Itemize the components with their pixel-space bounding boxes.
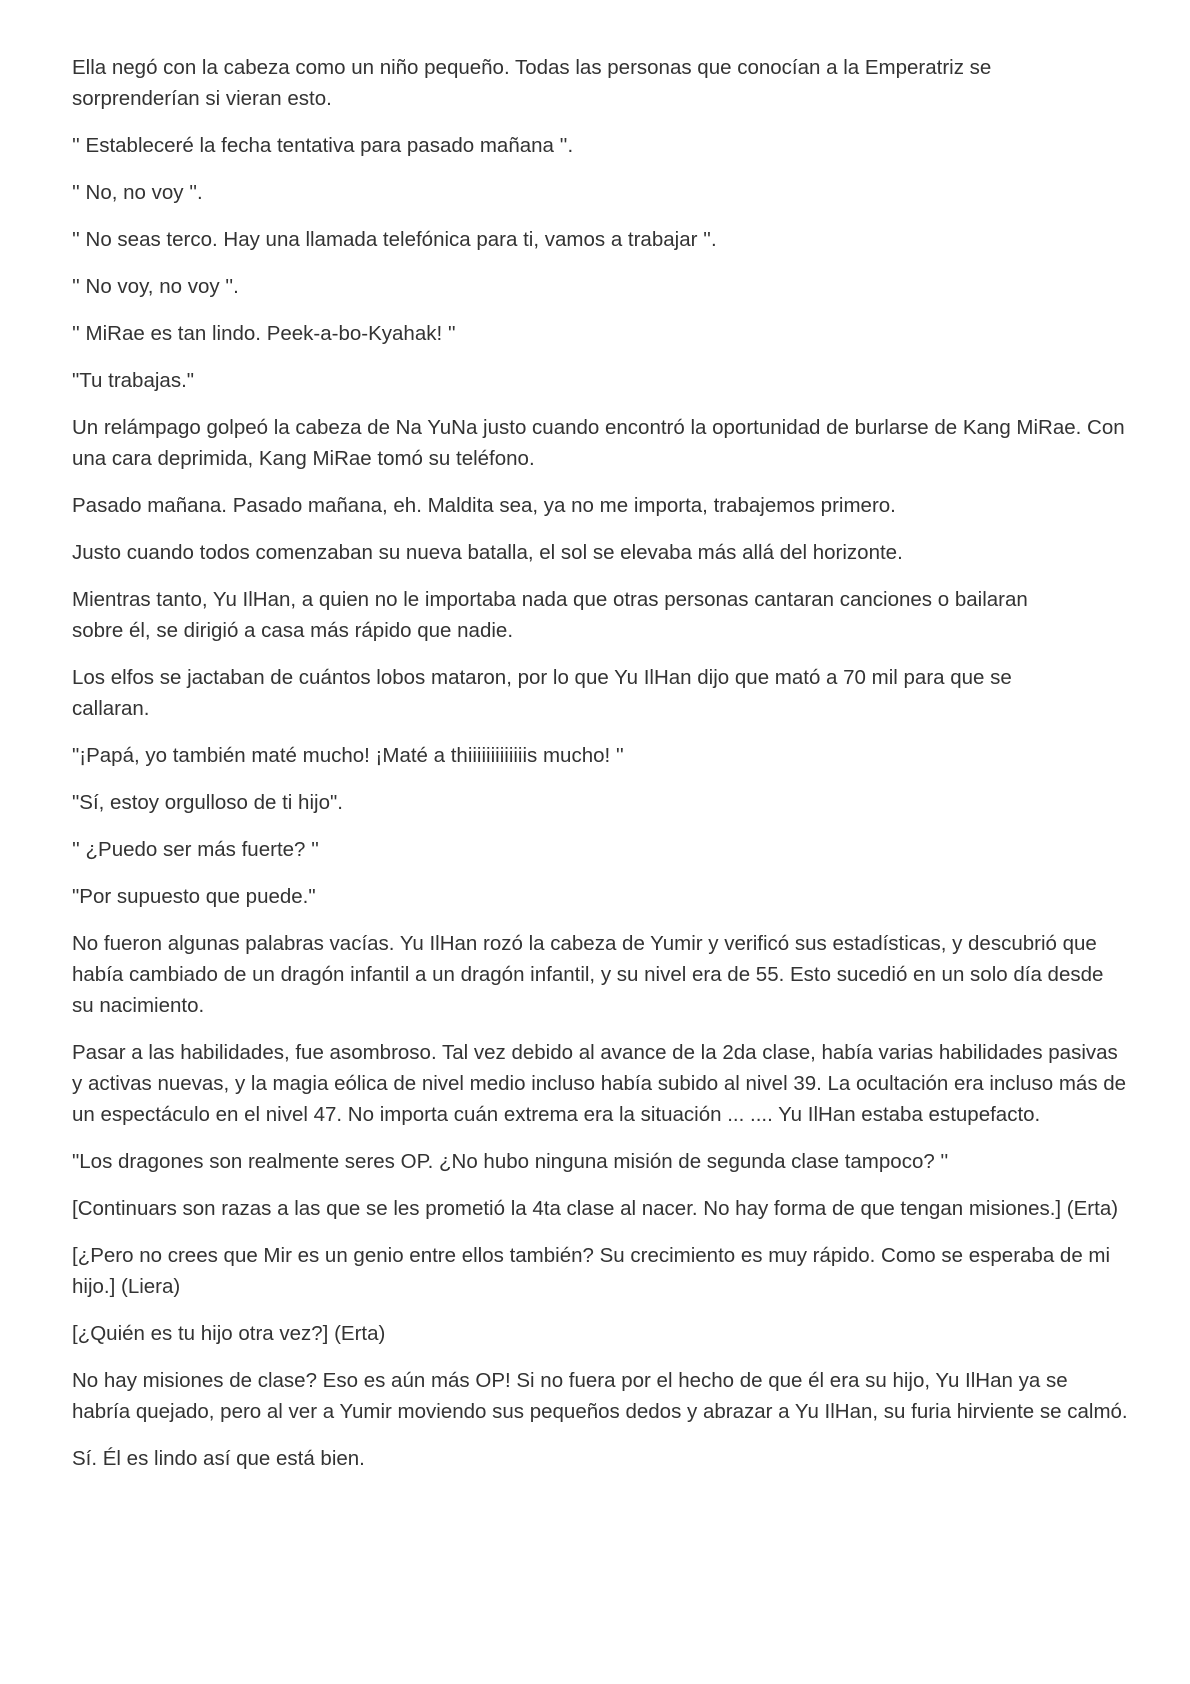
paragraph: Justo cuando todos comenzaban su nueva batalla, el sol se elevaba más allá del horizonte.	[72, 541, 903, 564]
paragraph: [¿Quién es tu hijo otra vez?] (Erta)	[72, 1322, 386, 1345]
paragraph: '' No seas terco. Hay una llamada telefónica para ti, vamos a trabajar ''.	[72, 228, 717, 251]
paragraph: '' No, no voy ''.	[72, 181, 203, 204]
paragraph: '' ¿Puedo ser más fuerte? ''	[72, 838, 319, 861]
paragraph: "¡Papá, yo también maté mucho! ¡Maté a thiiiiiiiiiiiiis mucho! ''	[72, 744, 624, 767]
paragraph: "Los dragones son realmente seres OP. ¿No hubo ninguna misión de segunda clase tampoco? ''	[72, 1150, 949, 1173]
paragraph: [Continuars son razas a las que se les prometió la 4ta clase al nacer. No hay forma de que tengan misiones.] (Erta)	[72, 1197, 1119, 1220]
document-body	[72, 52, 1128, 1490]
paragraph: '' MiRae es tan lindo. Peek-a-bo-Kyahak! ''	[72, 322, 456, 345]
paragraph: Mientras tanto, Yu IlHan, a quien no le importaba nada que otras personas cantaran canciones o bailaran sobre él, se dirigió a casa más rápido que nadie.	[72, 588, 1028, 642]
paragraph: "Por supuesto que puede."	[72, 885, 316, 908]
paragraph: No fueron algunas palabras vacías. Yu IlHan rozó la cabeza de Yumir y verificó sus estadísticas, y descubrió que había cambiado de un dragón infantil a un dragón infantil, y su nivel era de 55. Esto sucedió en un solo día desde su nacimiento.	[72, 932, 1104, 1017]
paragraph: Sí. Él es lindo así que está bien.	[72, 1447, 365, 1470]
paragraph: Ella negó con la cabeza como un niño pequeño. Todas las personas que conocían a la Emperatriz se sorprenderían si vieran esto.	[72, 56, 992, 110]
paragraph: Los elfos se jactaban de cuántos lobos mataron, por lo que Yu IlHan dijo que mató a 70 mil para que se callaran.	[72, 666, 1012, 720]
paragraph: Un relámpago golpeó la cabeza de Na YuNa justo cuando encontró la oportunidad de burlarse de Kang MiRae. Con una cara deprimida, Kang MiRae tomó su teléfono.	[72, 416, 1125, 470]
paragraph: "Tu trabajas."	[72, 369, 195, 392]
paragraph: "Sí, estoy orgulloso de ti hijo".	[72, 791, 343, 814]
paragraph: [¿Pero no crees que Mir es un genio entre ellos también? Su crecimiento es muy rápido. Como se esperaba de mi hijo.] (Liera)	[72, 1244, 1111, 1298]
paragraph: '' Estableceré la fecha tentativa para pasado mañana ''.	[72, 134, 574, 157]
paragraph: Pasar a las habilidades, fue asombroso. Tal vez debido al avance de la 2da clase, había varias habilidades pasivas y activas nuevas, y la magia eólica de nivel medio incluso había subido al nivel 39. La ocultación era incluso más de un espectáculo en el nivel 47. No importa cuán extrema era la situación ... .... Yu IlHan estaba estupefacto.	[72, 1041, 1127, 1126]
paragraph: Pasado mañana. Pasado mañana, eh. Maldita sea, ya no me importa, trabajemos primero.	[72, 494, 896, 517]
paragraph: '' No voy, no voy ''.	[72, 275, 239, 298]
paragraph: No hay misiones de clase? Eso es aún más OP! Si no fuera por el hecho de que él era su hijo, Yu IlHan ya se habría quejado, pero al ver a Yumir moviendo sus pequeños dedos y abrazar a Yu IlHan, su furia hirviente se calmó.	[72, 1369, 1128, 1423]
